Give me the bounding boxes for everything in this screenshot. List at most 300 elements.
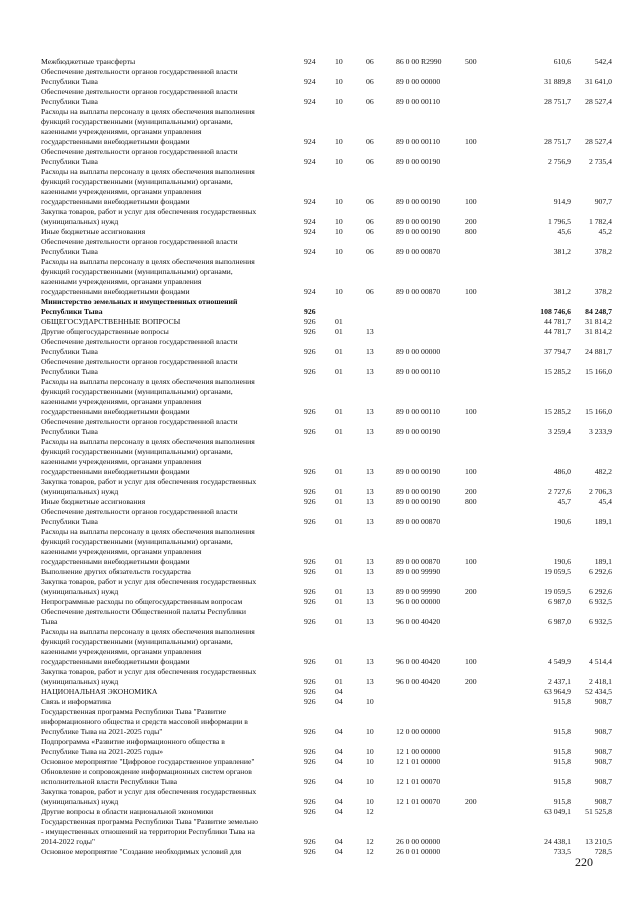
- row-description: функций государственными (муниципальными) органами,: [41, 117, 233, 126]
- table-row: [0, 707, 639, 717]
- amount-year-1: 486,0: [553, 467, 571, 476]
- row-description: казенными учреждениями, органами управления: [41, 457, 202, 466]
- subsection-code: 12: [366, 807, 374, 816]
- target-item-code: 89 0 00 99990: [396, 567, 441, 576]
- table-row: [0, 447, 639, 457]
- subsection-code: 13: [366, 587, 374, 596]
- subsection-code: 13: [366, 327, 374, 336]
- amount-year-1: 1 796,5: [547, 217, 571, 226]
- subsection-code: 10: [366, 697, 374, 706]
- row-description: Межбюджетные трансферты: [41, 57, 136, 66]
- table-row: [0, 147, 639, 157]
- row-description: казенными учреждениями, органами управления: [41, 397, 202, 406]
- amount-year-2: 6 932,5: [588, 617, 612, 626]
- amount-year-1: 15 285,2: [544, 367, 571, 376]
- table-row: [0, 427, 639, 437]
- amount-year-2: 15 166,0: [585, 367, 612, 376]
- amount-year-2: 31 814,2: [585, 327, 612, 336]
- ministry-code: 924: [304, 227, 316, 236]
- subsection-code: 10: [366, 797, 374, 806]
- amount-year-2: 2 706,3: [588, 487, 612, 496]
- subsection-code: 06: [366, 77, 374, 86]
- expense-type-code: 100: [465, 407, 477, 416]
- subsection-code: 13: [366, 557, 374, 566]
- amount-year-1: 915,8: [553, 697, 571, 706]
- row-description: функций государственными (муниципальными) органами,: [41, 447, 233, 456]
- subsection-code: 10: [366, 777, 374, 786]
- row-description: Обеспечение деятельности Общественной палаты Республики: [41, 607, 246, 616]
- table-row: [0, 667, 639, 677]
- ministry-code: 926: [304, 407, 316, 416]
- expense-type-code: 200: [465, 797, 477, 806]
- subsection-code: 13: [366, 567, 374, 576]
- expense-type-code: 100: [465, 287, 477, 296]
- row-description: (муниципальных) нужд: [41, 487, 119, 496]
- subsection-code: 13: [366, 427, 374, 436]
- ministry-code: 926: [304, 757, 316, 766]
- row-description: Республики Тыва: [41, 367, 98, 376]
- target-item-code: 12 1 01 00000: [396, 757, 441, 766]
- target-item-code: 89 0 00 00190: [396, 197, 441, 206]
- table-row: [0, 387, 639, 397]
- row-description: Закупка товаров, работ и услуг для обеспечения государственных: [41, 207, 257, 216]
- amount-year-1: 381,2: [553, 247, 571, 256]
- target-item-code: 89 0 00 00190: [396, 487, 441, 496]
- row-description: Республике Тыва на 2021-2025 годы": [41, 727, 163, 736]
- expense-type-code: 200: [465, 487, 477, 496]
- subsection-code: 13: [366, 467, 374, 476]
- amount-year-2: 189,1: [594, 557, 612, 566]
- ministry-code: 926: [304, 747, 316, 756]
- table-row: [0, 717, 639, 727]
- amount-year-1: 31 889,8: [544, 77, 571, 86]
- subsection-code: 06: [366, 57, 374, 66]
- expense-type-code: 800: [465, 497, 477, 506]
- section-code: 10: [335, 287, 343, 296]
- row-description: функций государственными (муниципальными) органами,: [41, 387, 233, 396]
- target-item-code: 12 0 00 00000: [396, 727, 441, 736]
- amount-year-1: 24 438,1: [544, 837, 571, 846]
- expense-type-code: 100: [465, 657, 477, 666]
- subsection-code: 13: [366, 597, 374, 606]
- row-description: государственными внебюджетными фондами: [41, 657, 190, 666]
- section-code: 04: [335, 727, 343, 736]
- ministry-code: 926: [304, 307, 316, 316]
- table-row: [0, 57, 639, 67]
- section-code: 04: [335, 697, 343, 706]
- section-code: 04: [335, 757, 343, 766]
- subsection-code: 06: [366, 227, 374, 236]
- row-description: Расходы на выплаты персоналу в целях обеспечения выполнения: [41, 437, 255, 446]
- section-code: 01: [335, 597, 343, 606]
- ministry-code: 924: [304, 97, 316, 106]
- amount-year-2: 908,7: [594, 727, 612, 736]
- ministry-code: 926: [304, 557, 316, 566]
- section-code: 04: [335, 777, 343, 786]
- ministry-code: 924: [304, 57, 316, 66]
- table-row: [0, 647, 639, 657]
- table-row: [0, 77, 639, 87]
- target-item-code: 26 0 01 00000: [396, 847, 441, 856]
- subsection-code: 13: [366, 497, 374, 506]
- ministry-code: 926: [304, 777, 316, 786]
- row-description: казенными учреждениями, органами управления: [41, 277, 202, 286]
- ministry-code: 926: [304, 587, 316, 596]
- row-description: Иные бюджетные ассигнования: [41, 227, 146, 236]
- table-row: [0, 237, 639, 247]
- ministry-code: 924: [304, 247, 316, 256]
- target-item-code: 89 0 00 00870: [396, 247, 441, 256]
- amount-year-2: 482,2: [594, 467, 612, 476]
- target-item-code: 86 0 00 R2990: [396, 57, 442, 66]
- section-code: 01: [335, 567, 343, 576]
- row-description: Тыва: [41, 617, 58, 626]
- amount-year-2: 52 434,5: [585, 687, 612, 696]
- ministry-code: 926: [304, 797, 316, 806]
- table-row: [0, 507, 639, 517]
- amount-year-1: 914,9: [553, 197, 571, 206]
- row-description: Обновление и сопровождение информационных систем органов: [41, 767, 252, 776]
- row-description: - имущественных отношений на территории Республики Тыва на: [41, 827, 255, 836]
- target-item-code: 89 0 00 00110: [396, 97, 440, 106]
- table-row: [0, 777, 639, 787]
- row-description: Обеспечение деятельности органов государственной власти: [41, 237, 238, 246]
- section-code: 04: [335, 847, 343, 856]
- row-description: Расходы на выплаты персоналу в целях обеспечения выполнения: [41, 527, 255, 536]
- amount-year-1: 381,2: [553, 287, 571, 296]
- expense-type-code: 200: [465, 217, 477, 226]
- table-row: [0, 97, 639, 107]
- subsection-code: 13: [366, 517, 374, 526]
- table-row: [0, 277, 639, 287]
- amount-year-1: 915,8: [553, 797, 571, 806]
- expense-type-code: 100: [465, 557, 477, 566]
- table-row: [0, 597, 639, 607]
- target-item-code: 89 0 00 00190: [396, 217, 441, 226]
- table-row: [0, 697, 639, 707]
- table-row: [0, 87, 639, 97]
- row-description: Закупка товаров, работ и услуг для обеспечения государственных: [41, 787, 257, 796]
- amount-year-2: 51 525,8: [585, 807, 612, 816]
- row-description: Обеспечение деятельности органов государственной власти: [41, 337, 238, 346]
- table-row: [0, 127, 639, 137]
- section-code: 01: [335, 497, 343, 506]
- table-row: [0, 437, 639, 447]
- ministry-code: 926: [304, 427, 316, 436]
- subsection-code: 06: [366, 217, 374, 226]
- row-description: функций государственными (муниципальными) органами,: [41, 637, 233, 646]
- section-code: 01: [335, 407, 343, 416]
- amount-year-1: 108 746,6: [540, 307, 571, 316]
- table-row: [0, 787, 639, 797]
- table-row: [0, 607, 639, 617]
- table-row: [0, 137, 639, 147]
- amount-year-1: 915,8: [553, 757, 571, 766]
- target-item-code: 89 0 00 00870: [396, 517, 441, 526]
- amount-year-1: 19 059,5: [544, 567, 571, 576]
- table-row: [0, 347, 639, 357]
- table-row: [0, 317, 639, 327]
- table-row: [0, 747, 639, 757]
- table-row: [0, 757, 639, 767]
- table-row: [0, 587, 639, 597]
- table-row: [0, 557, 639, 567]
- ministry-code: 926: [304, 677, 316, 686]
- amount-year-2: 28 527,4: [585, 137, 612, 146]
- section-code: 10: [335, 217, 343, 226]
- subsection-code: 13: [366, 347, 374, 356]
- target-item-code: 26 0 00 00000: [396, 837, 441, 846]
- subsection-code: 12: [366, 837, 374, 846]
- section-code: 10: [335, 57, 343, 66]
- row-description: Обеспечение деятельности органов государственной власти: [41, 507, 238, 516]
- row-description: Другие общегосударственные вопросы: [41, 327, 169, 336]
- ministry-code: 926: [304, 847, 316, 856]
- amount-year-1: 6 987,0: [547, 617, 571, 626]
- row-description: Основное мероприятие "Создание необходимых условий для: [41, 847, 242, 856]
- table-row: [0, 197, 639, 207]
- subsection-code: 06: [366, 287, 374, 296]
- ministry-code: 926: [304, 657, 316, 666]
- subsection-code: 13: [366, 617, 374, 626]
- section-code: 04: [335, 687, 343, 696]
- ministry-code: 926: [304, 617, 316, 626]
- row-description: государственными внебюджетными фондами: [41, 407, 190, 416]
- row-description: ОБЩЕГОСУДАРСТВЕННЫЕ ВОПРОСЫ: [41, 317, 181, 326]
- section-code: 01: [335, 347, 343, 356]
- section-code: 10: [335, 227, 343, 236]
- amount-year-1: 28 751,7: [544, 97, 571, 106]
- ministry-code: 924: [304, 197, 316, 206]
- row-description: Расходы на выплаты персоналу в целях обеспечения выполнения: [41, 377, 255, 386]
- amount-year-2: 908,7: [594, 697, 612, 706]
- target-item-code: 12 1 01 00070: [396, 777, 441, 786]
- amount-year-2: 31 814,2: [585, 317, 612, 326]
- section-code: 10: [335, 137, 343, 146]
- row-description: (муниципальных) нужд: [41, 797, 119, 806]
- row-description: Закупка товаров, работ и услуг для обеспечения государственных: [41, 667, 257, 676]
- row-description: Республики Тыва: [41, 97, 98, 106]
- table-row: [0, 577, 639, 587]
- expense-type-code: 100: [465, 197, 477, 206]
- section-code: 01: [335, 427, 343, 436]
- row-description: функций государственными (муниципальными) органами,: [41, 537, 233, 546]
- amount-year-2: 6 292,6: [588, 587, 612, 596]
- subsection-code: 06: [366, 97, 374, 106]
- target-item-code: 96 0 00 40420: [396, 657, 441, 666]
- table-row: [0, 657, 639, 667]
- row-description: государственными внебюджетными фондами: [41, 287, 190, 296]
- row-description: (муниципальных) нужд: [41, 587, 119, 596]
- amount-year-2: 908,7: [594, 777, 612, 786]
- target-item-code: 89 0 00 00000: [396, 347, 441, 356]
- amount-year-1: 28 751,7: [544, 137, 571, 146]
- section-code: 04: [335, 747, 343, 756]
- row-description: Другие вопросы в области национальной экономики: [41, 807, 214, 816]
- table-row: [0, 307, 639, 317]
- ministry-code: 926: [304, 467, 316, 476]
- subsection-code: 06: [366, 247, 374, 256]
- row-description: Расходы на выплаты персоналу в целях обеспечения выполнения: [41, 257, 255, 266]
- row-description: Обеспечение деятельности органов государственной власти: [41, 357, 238, 366]
- ministry-code: 924: [304, 217, 316, 226]
- row-description: Республики Тыва: [41, 517, 98, 526]
- row-description: Республики Тыва: [41, 427, 98, 436]
- subsection-code: 06: [366, 157, 374, 166]
- amount-year-2: 908,7: [594, 747, 612, 756]
- table-row: [0, 727, 639, 737]
- target-item-code: 12 1 00 00000: [396, 747, 441, 756]
- table-row: [0, 217, 639, 227]
- amount-year-1: 2 437,1: [547, 677, 571, 686]
- row-description: Иные бюджетные ассигнования: [41, 497, 146, 506]
- target-item-code: 96 0 00 40420: [396, 617, 441, 626]
- row-description: Республики Тыва: [41, 347, 98, 356]
- page-number: 220: [575, 855, 593, 869]
- section-code: 01: [335, 327, 343, 336]
- row-description: Непрограммные расходы по общегосударственным вопросам: [41, 597, 243, 606]
- table-row: [0, 477, 639, 487]
- amount-year-1: 45,6: [557, 227, 571, 236]
- ministry-code: 926: [304, 567, 316, 576]
- table-row: [0, 357, 639, 367]
- table-row: [0, 227, 639, 237]
- ministry-code: 926: [304, 807, 316, 816]
- table-row: [0, 537, 639, 547]
- row-description: Расходы на выплаты персоналу в целях обеспечения выполнения: [41, 167, 255, 176]
- table-row: [0, 467, 639, 477]
- table-row: [0, 737, 639, 747]
- row-description: НАЦИОНАЛЬНАЯ ЭКОНОМИКА: [41, 687, 158, 696]
- expense-type-code: 100: [465, 137, 477, 146]
- section-code: 10: [335, 197, 343, 206]
- amount-year-2: 45,2: [598, 227, 612, 236]
- target-item-code: 89 0 00 00110: [396, 407, 440, 416]
- ministry-code: 926: [304, 697, 316, 706]
- ministry-code: 926: [304, 497, 316, 506]
- row-description: казенными учреждениями, органами управления: [41, 647, 202, 656]
- row-description: (муниципальных) нужд: [41, 677, 119, 686]
- target-item-code: 89 0 00 00190: [396, 497, 441, 506]
- amount-year-1: 4 549,9: [547, 657, 571, 666]
- table-row: [0, 847, 639, 857]
- table-row: [0, 267, 639, 277]
- target-item-code: 96 0 00 40420: [396, 677, 441, 686]
- section-code: 01: [335, 367, 343, 376]
- ministry-code: 926: [304, 367, 316, 376]
- table-row: [0, 107, 639, 117]
- table-row: [0, 457, 639, 467]
- row-description: Подпрограмма «Развитие информационного общества в: [41, 737, 225, 746]
- table-row: [0, 627, 639, 637]
- row-description: Обеспечение деятельности органов государственной власти: [41, 67, 238, 76]
- section-code: 04: [335, 837, 343, 846]
- row-description: Республики Тыва: [41, 157, 98, 166]
- table-row: [0, 837, 639, 847]
- table-row: [0, 807, 639, 817]
- section-code: 10: [335, 157, 343, 166]
- amount-year-2: 45,4: [598, 497, 612, 506]
- amount-year-2: 4 514,4: [588, 657, 612, 666]
- row-description: государственными внебюджетными фондами: [41, 557, 190, 566]
- table-row: [0, 417, 639, 427]
- section-code: 01: [335, 487, 343, 496]
- section-code: 10: [335, 97, 343, 106]
- table-row: [0, 397, 639, 407]
- target-item-code: 12 1 01 00070: [396, 797, 441, 806]
- row-description: исполнительной власти Республики Тыва: [41, 777, 178, 786]
- row-description: Республики Тыва: [41, 307, 103, 316]
- target-item-code: 89 0 00 00190: [396, 427, 441, 436]
- amount-year-2: 378,2: [594, 287, 612, 296]
- section-code: 01: [335, 657, 343, 666]
- ministry-code: 924: [304, 157, 316, 166]
- table-row: [0, 177, 639, 187]
- subsection-code: 12: [366, 847, 374, 856]
- row-description: государственными внебюджетными фондами: [41, 197, 190, 206]
- target-item-code: 89 0 00 00190: [396, 227, 441, 236]
- amount-year-1: 44 781,7: [544, 317, 571, 326]
- row-description: Основное мероприятие "Цифровое государственное управление": [41, 757, 255, 766]
- amount-year-2: 2 735,4: [588, 157, 612, 166]
- amount-year-1: 915,8: [553, 727, 571, 736]
- amount-year-1: 190,6: [553, 517, 571, 526]
- amount-year-1: 915,8: [553, 777, 571, 786]
- subsection-code: 10: [366, 747, 374, 756]
- table-row: [0, 687, 639, 697]
- row-description: 2014-2022 годы": [41, 837, 96, 846]
- row-description: Закупка товаров, работ и услуг для обеспечения государственных: [41, 477, 257, 486]
- row-description: государственными внебюджетными фондами: [41, 137, 190, 146]
- section-code: 01: [335, 677, 343, 686]
- table-row: [0, 827, 639, 837]
- amount-year-1: 15 285,2: [544, 407, 571, 416]
- table-row: [0, 677, 639, 687]
- ministry-code: 926: [304, 347, 316, 356]
- table-row: [0, 797, 639, 807]
- row-description: казенными учреждениями, органами управления: [41, 187, 202, 196]
- target-item-code: 89 0 00 00190: [396, 467, 441, 476]
- target-item-code: 89 0 00 00870: [396, 557, 441, 566]
- row-description: Республики Тыва: [41, 77, 98, 86]
- table-row: [0, 487, 639, 497]
- row-description: государственными внебюджетными фондами: [41, 467, 190, 476]
- subsection-code: 13: [366, 677, 374, 686]
- amount-year-2: 728,5: [594, 847, 612, 856]
- table-row: [0, 207, 639, 217]
- amount-year-2: 31 641,0: [585, 77, 612, 86]
- amount-year-2: 189,1: [594, 517, 612, 526]
- target-item-code: 89 0 00 00110: [396, 137, 440, 146]
- amount-year-2: 907,7: [594, 197, 612, 206]
- table-row: [0, 297, 639, 307]
- row-description: Государственная программа Республики Тыва "Развитие: [41, 707, 227, 716]
- section-code: 01: [335, 587, 343, 596]
- row-description: Государственная программа Республики Тыва "Развитие земельно: [41, 817, 258, 826]
- amount-year-1: 6 987,0: [547, 597, 571, 606]
- subsection-code: 13: [366, 367, 374, 376]
- table-row: [0, 287, 639, 297]
- row-description: Республики Тыва: [41, 247, 98, 256]
- amount-year-1: 63 964,9: [544, 687, 571, 696]
- table-row: [0, 117, 639, 127]
- subsection-code: 10: [366, 727, 374, 736]
- expense-type-code: 200: [465, 677, 477, 686]
- amount-year-1: 2 727,6: [547, 487, 571, 496]
- ministry-code: 924: [304, 137, 316, 146]
- row-description: Расходы на выплаты персоналу в целях обеспечения выполнения: [41, 627, 255, 636]
- target-item-code: 89 0 00 00000: [396, 77, 441, 86]
